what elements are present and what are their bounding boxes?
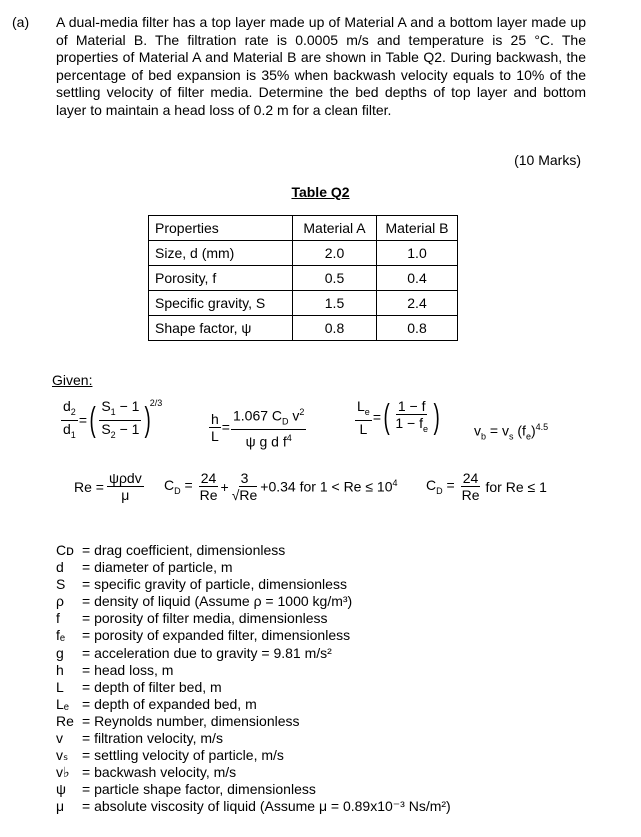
list-item: μ = absolute viscosity of liquid (Assume μ = 0.89x10⁻³ Ns/m²) <box>56 798 451 815</box>
list-item: S = specific gravity of particle, dimensionless <box>56 576 347 593</box>
list-item: g = acceleration due to gravity = 9.81 m/s² <box>56 644 332 661</box>
table-cell: 1.0 <box>377 241 458 266</box>
table-row <box>149 266 458 291</box>
header-material-b: Material B <box>377 216 458 241</box>
list-item: h = head loss, m <box>56 661 174 678</box>
question-label: (a) <box>12 14 30 30</box>
list-item: Re = Reynolds number, dimensionless <box>56 712 300 729</box>
table-cell: Specific gravity, S <box>149 291 293 316</box>
header-properties: Properties <box>149 216 293 241</box>
equation-drag-coefficient-1: $C_D$ = $\frac{24}{Re}$ + $\frac{3}{√Re}$ +0.34 for $1 < Re \le 10^4$ <box>164 470 398 503</box>
table-cell: 2.4 <box>377 291 458 316</box>
list-item: ρ = density of liquid (Assume ρ = 1000 kg/m³) <box>56 593 353 610</box>
table-row <box>149 316 458 341</box>
table-row <box>149 291 458 316</box>
list-item: v = filtration velocity, m/s <box>56 730 223 747</box>
table-cell: 0.8 <box>293 316 377 341</box>
list-item: vₛ = settling velocity of particle, m/s <box>56 747 284 764</box>
table-cell: Shape factor, ψ <box>149 316 293 341</box>
question-text: A dual-media filter has a top layer made up of Material A and a bottom layer made up of Material B. The filtration rate is 0.0005 m/s and temperature is 25 °C. The properties of Material A and Material B are shown in Table Q2. During backwash, the percentage of bed expansion is 35% when backwash velocity equals to 10% of the settling velocity of filter media. Determine the bed depths of top layer and bottom layer to maintain a head loss of 0.2 m for a clean filter. <box>56 14 586 118</box>
list-item: ψ = particle shape factor, dimensionless <box>56 781 316 798</box>
marks-label: (10 Marks) <box>514 152 581 168</box>
table-cell: 1.5 <box>293 291 377 316</box>
list-item: Lₑ = depth of expanded bed, m <box>56 695 257 712</box>
table-row <box>149 241 458 266</box>
list-item: d = diameter of particle, m <box>56 559 233 576</box>
list-item: L = depth of filter bed, m <box>56 678 222 695</box>
table-caption: Table Q2 <box>291 184 350 200</box>
table-cell: Size, d (mm) <box>149 241 293 266</box>
properties-table <box>148 215 458 341</box>
definitions-list <box>56 542 451 816</box>
equation-bed-expansion: $\frac{L_e}{L}$ = ( $\frac{1 - f}{1 - f_e}$ ) <box>357 398 440 437</box>
list-item: fₑ = porosity of expanded filter, dimensionless <box>56 627 351 644</box>
table-cell: 0.5 <box>293 266 377 291</box>
equation-backwash-velocity: $v_b = v_s$ $(f_e)^{4.5}$ <box>474 422 549 442</box>
table-header-row <box>149 216 458 241</box>
equation-head-loss: $\frac{h}{L}$ = $\frac{1.067 C_D v^2}{\psi g d f^4}$ <box>208 404 307 450</box>
list-item: Cᴅ = drag coefficient, dimensionless <box>56 542 286 558</box>
list-item: v♭ = backwash velocity, m/s <box>56 764 237 781</box>
list-item: f = porosity of filter media, dimensionless <box>56 610 328 627</box>
given-label: Given: <box>52 372 93 388</box>
table-cell: 0.4 <box>377 266 458 291</box>
equation-drag-coefficient-2: $C_D$ = $\frac{24}{Re}$ for Re ≤ 1 <box>426 470 547 503</box>
table-cell: Porosity, f <box>149 266 293 291</box>
equation-diameter-ratio: $\frac{d_2}{d_1}$ = ( $\frac{S_1 - 1}{S_2 - 1}$ ) 2/3 <box>63 398 163 440</box>
table-cell: 2.0 <box>293 241 377 266</box>
table-cell: 0.8 <box>377 316 458 341</box>
equation-reynolds: Re = $\frac{\text{ψρdv}}{\mu}$ <box>74 470 142 503</box>
header-material-a: Material A <box>293 216 377 241</box>
